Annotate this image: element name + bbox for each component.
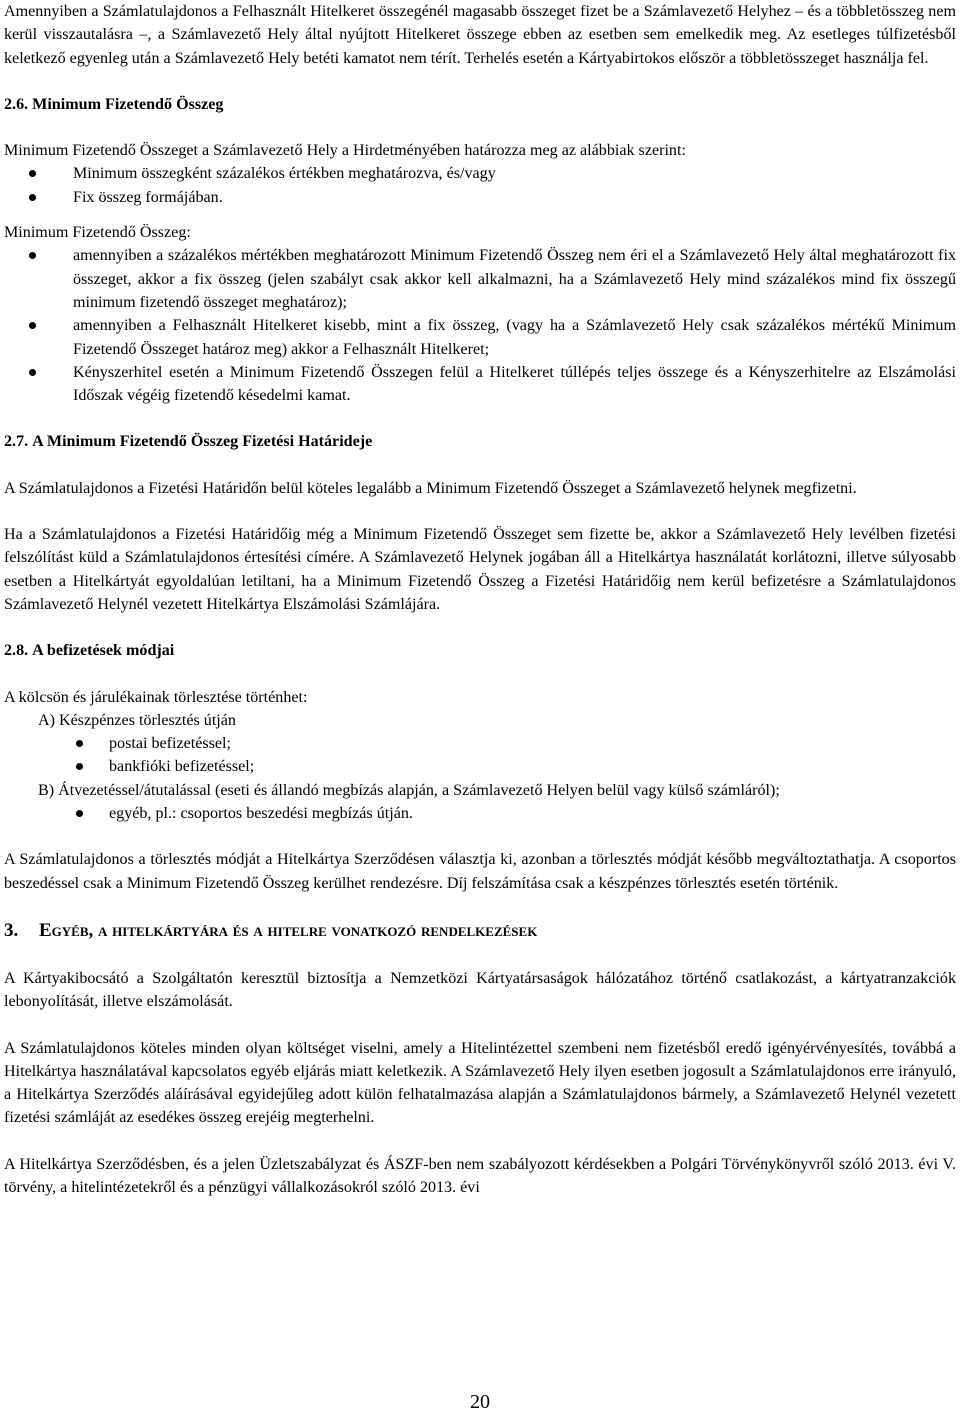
section-2-6-bullet-list [4, 162, 956, 209]
section-title: Egyéb, a hitelkártyára és a hitelre vonatkozó rendelkezések [39, 919, 538, 941]
option-a-list [4, 732, 956, 779]
section-title: A Minimum Fizetendő Összeg Fizetési Határideje [32, 433, 373, 451]
section-number: 2.8. [4, 642, 29, 660]
list-item: bankfióki befizetéssel; [109, 755, 956, 778]
section-2-7-paragraph-2: Ha a Számlatulajdonos a Fizetési Határidőig még a Minimum Fizetendő Összeget sem fizette be, akkor a Számlavezető Hely levélben fizetési felszólítást küld a Számlatulajdonos értesítési címére. A Számlavezető Helynek jogában áll a Hitelkártya használatát korlátozni, illetve súlyosabb esetben a Hitelkártyát egyoldalúan letiltani, ha a Minimum Fizetendő Összeg a Fizetési Határidőig nem kerül befizetésre a Számlatulajdonos Számlavezető Helynél vezetett Hitelkártya Elszámolási Számlájára. [4, 526, 956, 613]
list-item: egyéb, pl.: csoportos beszedési megbízás útján. [109, 802, 956, 825]
list-item: Fix összeg formájában. [73, 186, 956, 209]
section-2-8-heading [4, 639, 956, 662]
list-item: amennyiben a százalékos mértékben meghatározott Minimum Fizetendő Összeg nem éri el a Számlavezető Hely által meghatározott fix összeget, akkor a fix összeg (jelen szabályt csak akkor kell alkalmazni, ha a Számlavezető Hely mind százalékos mind fix összegű minimum fizetendő összeget meghatároz); [73, 244, 956, 314]
section-3-paragraph-3: A Hitelkártya Szerződésben, és a jelen Üzletszabályzat és ÁSZF-ben nem szabályozott kérdésekben a Polgári Törvénykönyvről szóló 2013. évi V. törvény, a hitelintézetekről és a pénzügyi vállalkozásokról szóló 2013. évi [4, 1155, 956, 1196]
option-b-label: B) Átvezetéssel/átutalással (eseti és állandó megbízás alapján, a Számlavezető Helyen belül vagy külső számláról); [38, 781, 780, 799]
section-number: 2.7. [4, 433, 29, 451]
section-2-6-rules-list [4, 244, 956, 407]
section-2-7-paragraph-1: A Számlatulajdonos a Fizetési Határidőn belül köteles legalább a Minimum Fizetendő Összeget a Számlavezető helynek megfizetni. [4, 479, 857, 497]
list-item: Kényszerhitel esetén a Minimum Fizetendő Összegen felül a Hitelkeret túllépés teljes összege és a Kényszerhitelre az Elszámolási Időszak végéig fizetendő késedelmi kamat. [73, 361, 956, 408]
section-3-paragraph-2: A Számlatulajdonos köteles minden olyan költséget viselni, amely a Hitelintézettel szembeni nem fizetésből eredő igényérvényesítés, továbbá a Hitelkártya használatával kapcsolatos egyéb eljárás miatt keletkezik. A Számlavezető Hely ilyen esetben jogosult a Számlatulajdonos erre irányuló, a Hitelkártya Szerződés aláírásával egyidejűleg adott külön felhatalmazása alapján a Számlatulajdonos bármely, a Számlavezető Helynél vezetett fizetési számláját az esedékes összeg erejéig megterhelni. [4, 1039, 956, 1127]
page-number: 20 [470, 1391, 490, 1413]
list-item: Minimum összegként százalékos értékben meghatározva, és/vagy [73, 162, 956, 185]
list-item: amennyiben a Felhasznált Hitelkeret kisebb, mint a fix összeg, (vagy ha a Számlavezető Hely csak százalékos mértékű Minimum Fizetendő Összeget határoz meg) akkor a Felhasznált Hitelkeret; [73, 314, 956, 361]
option-a-label: A) Készpénzes törlesztés útján [38, 711, 236, 729]
section-2-6-heading [4, 93, 956, 116]
section-2-8-closing-paragraph: A Számlatulajdonos a törlesztés módját a Hitelkártya Szerződésen választja ki, azonban a törlesztés módját később megváltoztathatja. A csoportos beszedéssel csak a Minimum Fizetendő Összeg kerülhet rendezésre. Díj felszámítása csak a készpénzes törlesztés esetén történik. [4, 851, 956, 892]
section-3-heading [4, 918, 956, 944]
section-number: 3. [4, 919, 19, 941]
section-title: A befizetések módjai [32, 642, 175, 660]
option-b-list [4, 802, 956, 825]
section-2-6-intro: Minimum Fizetendő Összeget a Számlavezető Hely a Hirdetményében határozza meg az alábbiak szerint: [4, 142, 686, 160]
section-number: 2.6. [4, 95, 29, 113]
list-item: postai befizetéssel; [109, 732, 956, 755]
section-3-paragraph-1: A Kártyakibocsátó a Szolgáltatón keresztül biztosítja a Nemzetközi Kártyatársaságok hálózatához történő csatlakozást, a kártyatranzakciók lebonyolítását, illetve elszámolását. [4, 969, 956, 1011]
section-2-6-label: Minimum Fizetendő Összeg: [4, 224, 191, 242]
intro-paragraph: Amennyiben a Számlatulajdonos a Felhasznált Hitelkeret összegénél magasabb összeget fizet be a Számlavezető Helyhez – és a többletösszeg nem kerül visszautalásra –, a Számlavezető Hely által nyújtott Hitelkeret összege ebben az esetben sem emelkedik meg. Az esetleges túlfizetésből keletkező egyenleg után a Számlavezető Hely betéti kamatot nem térít. Terhelés esetén a Kártyabirtokos először a többletösszeget használja fel. [4, 3, 956, 67]
section-2-7-heading [4, 430, 956, 453]
section-title: Minimum Fizetendő Összeg [32, 95, 224, 113]
section-2-8-intro: A kölcsön és járulékainak törlesztése történhet: [4, 688, 308, 706]
